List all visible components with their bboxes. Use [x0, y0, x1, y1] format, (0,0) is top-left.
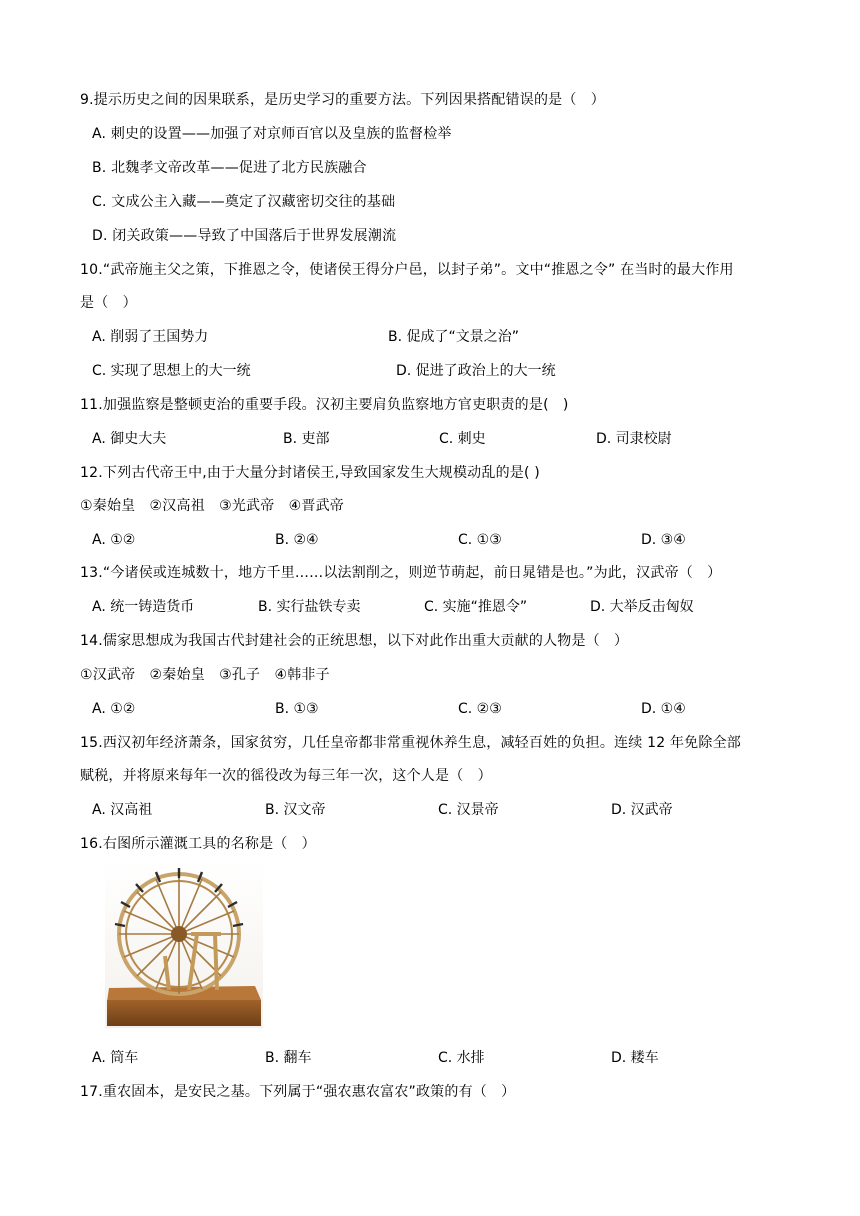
question-11-option-b: B. 吏部: [283, 431, 330, 447]
question-12-option-d: D. ③④: [641, 532, 686, 548]
question-13-option-a: A. 统一铸造货币: [92, 599, 195, 615]
question-10-option-a: A. 削弱了王国势力: [92, 329, 209, 345]
question-13-stem: 13.“今诸侯或连城数十，地方千里……以法割削之，则逆节萌起，前日晁错是也。”为此，汉武帝（ ）: [80, 565, 722, 581]
question-14-option-d: D. ①④: [641, 701, 686, 717]
question-14-option-b: B. ①③: [275, 701, 319, 717]
question-14-option-a: A. ①②: [92, 701, 136, 717]
question-15-stem-line-1: 15.西汉初年经济萧条，国家贫穷，几任皇帝都非常重视休养生息，减轻百姓的负担。连续 12 年免除全部: [80, 735, 741, 751]
question-10-stem-line-1: 10.“武帝施主父之策，下推恩之令，使诸侯王得分户邑，以封子弟”。文中“推恩之令” 在当时的最大作用: [80, 262, 734, 278]
question-17-stem: 17.重农固本，是安民之基。下列属于“强农惠农富农”政策的有（ ）: [80, 1084, 516, 1100]
question-10-option-c: C. 实现了思想上的大一统: [92, 363, 251, 379]
question-12-items: ①秦始皇 ②汉高祖 ③光武帝 ④晋武帝: [80, 498, 345, 514]
question-10-stem-line-2: 是（ ）: [80, 295, 137, 311]
question-15-option-c: C. 汉景帝: [438, 802, 499, 818]
question-16-option-b: B. 翻车: [265, 1050, 312, 1066]
question-16-option-c: C. 水排: [438, 1050, 485, 1066]
question-10-option-b: B. 促成了“文景之治”: [388, 329, 520, 345]
question-9-option-a: A. 刺史的设置——加强了对京师百官以及皇族的监督检举: [92, 126, 452, 142]
question-13-option-d: D. 大举反击匈奴: [590, 599, 694, 615]
question-14-option-c: C. ②③: [458, 701, 502, 717]
question-11-option-d: D. 司隶校尉: [596, 431, 672, 447]
waterwheel-image: [105, 860, 263, 1028]
question-12-option-a: A. ①②: [92, 532, 136, 548]
question-13-option-b: B. 实行盐铁专卖: [258, 599, 361, 615]
question-12-option-c: C. ①③: [458, 532, 502, 548]
question-9-option-d: D. 闭关政策——导致了中国落后于世界发展潮流: [92, 228, 397, 244]
question-15-stem-line-2: 赋税，并将原来每年一次的徭役改为每三年一次，这个人是（ ）: [80, 768, 492, 784]
question-12-stem: 12.下列古代帝王中,由于大量分封诸侯王,导致国家发生大规模动乱的是( ): [80, 465, 540, 481]
question-15-option-b: B. 汉文帝: [265, 802, 326, 818]
question-13-option-c: C. 实施“推恩令”: [424, 599, 528, 615]
question-14-items: ①汉武帝 ②秦始皇 ③孔子 ④韩非子: [80, 667, 330, 683]
question-12-option-b: B. ②④: [275, 532, 319, 548]
question-11-stem: 11.加强监察是整顿吏治的重要手段。汉初主要肩负监察地方官吏职责的是( ): [80, 397, 569, 413]
question-16-option-a: A. 筒车: [92, 1050, 139, 1066]
question-11-option-c: C. 刺史: [439, 431, 486, 447]
question-9-stem: 9.提示历史之间的因果联系，是历史学习的重要方法。下列因果搭配错误的是（ ）: [80, 92, 605, 108]
question-9-option-c: C. 文成公主入藏——奠定了汉藏密切交往的基础: [92, 194, 396, 210]
question-14-stem: 14.儒家思想成为我国古代封建社会的正统思想，以下对此作出重大贡献的人物是（ ）: [80, 633, 629, 649]
question-10-option-d: D. 促进了政治上的大一统: [396, 363, 556, 379]
question-15-option-a: A. 汉高祖: [92, 802, 153, 818]
question-11-option-a: A. 御史大夫: [92, 431, 167, 447]
question-15-option-d: D. 汉武帝: [611, 802, 673, 818]
question-9-option-b: B. 北魏孝文帝改革——促进了北方民族融合: [92, 160, 367, 176]
question-16-stem: 16.右图所示灌溉工具的名称是（ ）: [80, 836, 316, 852]
question-16-option-d: D. 耧车: [611, 1050, 659, 1066]
